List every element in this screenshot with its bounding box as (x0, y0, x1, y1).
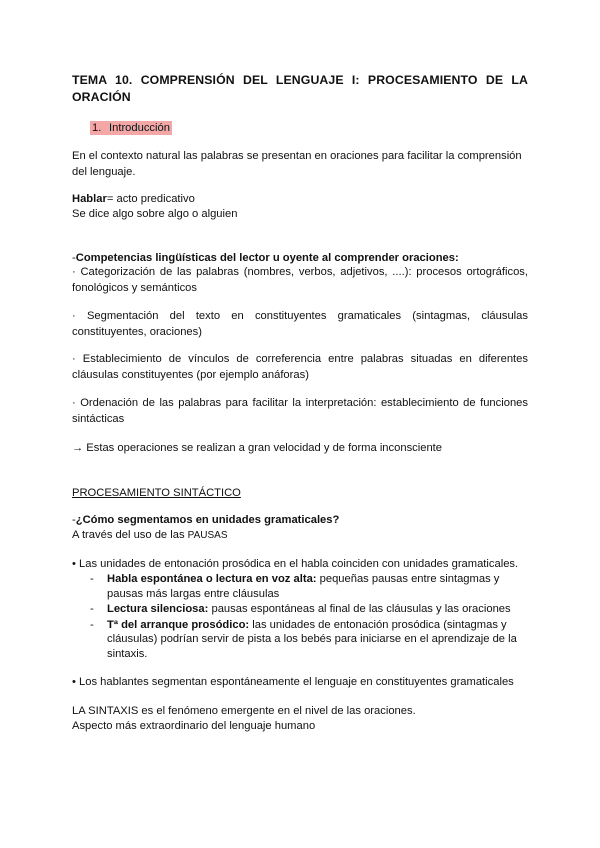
bullet-hablantes: • Los hablantes segmentan espontáneamente el lenguaje en constituyentes gramaticales (72, 676, 514, 688)
heading-highlight (90, 121, 172, 135)
segmentation-answer (72, 528, 528, 544)
sublist-text: pausas espontáneas al final de las cláusulas y las oraciones (208, 603, 511, 615)
sintaxis-caps: LA SINTAXIS (72, 705, 139, 717)
document-title: TEMA 10. COMPRENSIÓN DEL LENGUAJE I: PROCESAMIENTO DE LA ORACIÓN (72, 73, 528, 104)
sublist-term: Habla espontánea o lectura en voz alta: (107, 573, 317, 585)
section-title: Introducción (109, 122, 170, 134)
competencia-item: · Segmentación del texto en constituyentes gramaticales (sintagmas, cláusulas constituyentes, oraciones) (72, 310, 528, 338)
hablar-definition (72, 192, 528, 208)
section-number: 1. (92, 122, 102, 134)
hablar-def: = acto predicativo (106, 193, 195, 205)
sintaxis-rest: es el fenómeno emergente en el nivel de las oraciones. (138, 705, 416, 717)
segmentation-question (72, 513, 528, 529)
sublist-dash: - (90, 618, 94, 631)
procesamiento-heading: PROCESAMIENTO SINTÁCTICO (72, 487, 241, 499)
section-heading-introduccion (90, 121, 172, 137)
question-lead: - (72, 514, 76, 526)
sublist-item (90, 572, 528, 601)
sublist-text: las unidades de entonación prosódica (sintagmas y cláusulas) podrían servir de pista a los bebés para iniciarse en el aprendizaje de la sintaxis. (107, 618, 517, 660)
sublist-dash: - (90, 573, 94, 585)
sublist-term: Lectura silenciosa: (107, 603, 209, 615)
competencias-heading-text: Competencias lingüísticas del lector u oyente al comprender oraciones: (75, 252, 459, 264)
answer-caps: PAUSAS (187, 530, 228, 541)
prosodic-sublist (90, 572, 528, 661)
sublist-item (90, 618, 528, 662)
competencia-item: · Categorización de las palabras (nombres, verbos, adjetivos, ....): procesos ortográficos, fonológicos y semánticos (72, 266, 528, 294)
aspecto-line: Aspecto más extraordinario del lenguaje humano (72, 720, 316, 732)
sublist-term: Tª del arranque prosódico: (107, 618, 250, 631)
hablar-term: Hablar (72, 193, 107, 205)
competencia-item: · Ordenación de las palabras para facilitar la interpretación: establecimiento de funciones sintácticas (72, 397, 528, 425)
sublist-dash: - (90, 603, 94, 615)
bullet-prosodia: • Las unidades de entonación prosódica en el habla coinciden con unidades gramaticales. (72, 558, 519, 570)
competencia-item: · Establecimiento de vínculos de correferencia entre palabras situadas en diferentes cláusulas constituyentes (por ejemplo anáforas) (72, 353, 528, 381)
sublist-item (90, 602, 528, 617)
intro-paragraph: En el contexto natural las palabras se presentan en oraciones para facilitar la comprensión del lenguaje. (72, 150, 522, 178)
answer-text: A través del uso de las (72, 529, 188, 541)
competencias-conclusion: → Estas operaciones se realizan a gran velocidad y de forma inconsciente (72, 442, 443, 454)
sublist-text: pequeñas pausas entre sintagmas y pausas más largas entre cláusulas (107, 573, 500, 600)
sintaxis-line (72, 704, 528, 720)
question-text: ¿Cómo segmentamos en unidades gramaticales? (75, 514, 340, 526)
competencias-lead: - (72, 252, 76, 264)
hablar-line2: Se dice algo sobre algo o alguien (72, 208, 238, 220)
